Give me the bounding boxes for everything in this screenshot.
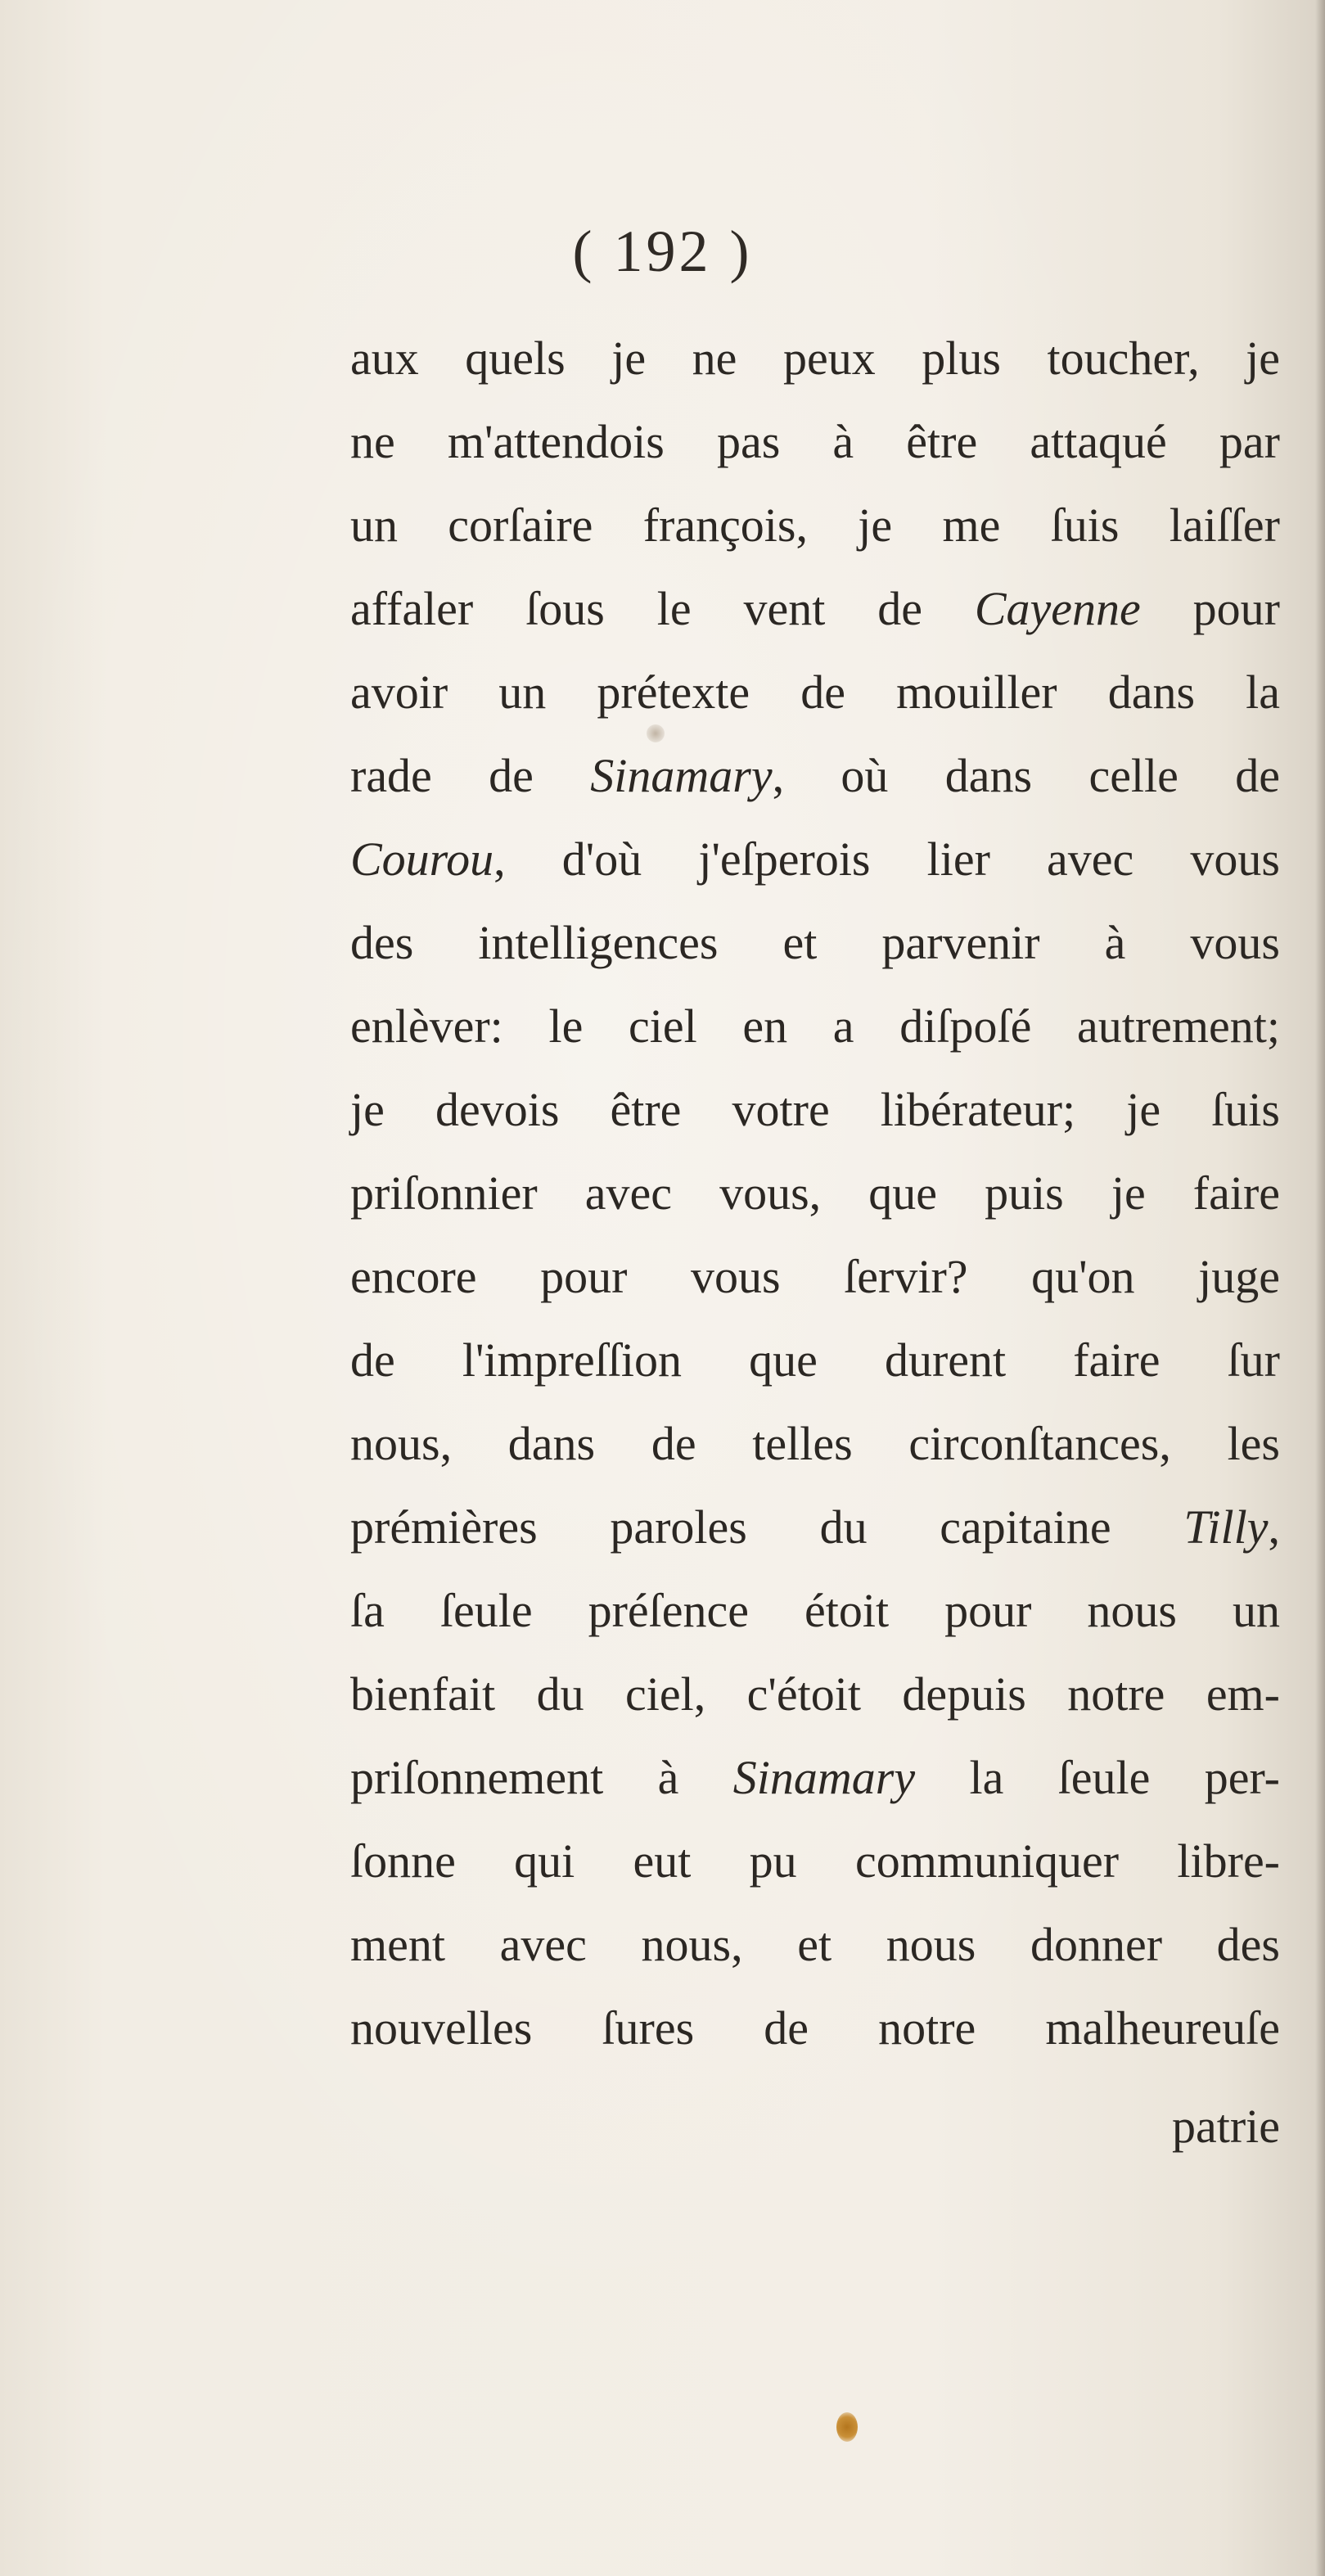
text-line: encore pour vous ſervir? qu'on juge [350, 1250, 1280, 1303]
proper-name: Sinamary [732, 1751, 916, 1804]
proper-name: Tilly [1183, 1500, 1269, 1554]
foxing-spot [836, 2412, 858, 2442]
text-line: bienfait du ciel, c'étoit depuis notre em- [350, 1667, 1280, 1721]
text-line: prémières paroles du capitaine Tilly, [350, 1500, 1280, 1554]
ink-smudge [647, 724, 665, 742]
text-line: ſonne qui eut pu communiquer libre- [350, 1834, 1280, 1888]
text-line: rade de Sinamary, où dans celle de [350, 749, 1280, 802]
proper-name: Cayenne [974, 582, 1141, 635]
page-number: ( 192 ) [572, 219, 753, 284]
text-line: des intelligences et parvenir à vous [350, 916, 1280, 969]
catchword: patrie [1171, 2100, 1280, 2153]
text-line: un corſaire françois, je me ſuis laiſſer [350, 499, 1280, 552]
text-line: ne m'attendois pas à être attaqué par [350, 415, 1280, 468]
text-line: enlèver: le ciel en a diſpoſé autrement; [350, 999, 1280, 1053]
text-line: affaler ſous le vent de Cayenne pour [350, 582, 1280, 635]
text-line: aux quels je ne peux plus toucher, je [350, 332, 1280, 385]
text-line: avoir un prétexte de mouiller dans la [350, 665, 1280, 719]
text-line: de l'impreſſion que durent faire ſur [350, 1333, 1280, 1387]
text-line: nous, dans de telles circonſtances, les [350, 1417, 1280, 1470]
text-line: priſonnement à Sinamary la ſeule per- [350, 1751, 1280, 1804]
text-line: priſonnier avec vous, que puis je faire [350, 1166, 1280, 1220]
text-line: nouvelles ſures de notre malheureuſe [350, 2001, 1280, 2055]
page-edge-shadow [1315, 0, 1325, 2576]
proper-name: Courou [350, 832, 494, 886]
proper-name: Sinamary [590, 749, 773, 802]
text-line: ment avec nous, et nous donner des [350, 1918, 1280, 1971]
text-line: Courou, d'où j'eſperois lier avec vous [350, 832, 1280, 886]
text-line: je devois être votre libérateur; je ſuis [350, 1083, 1280, 1136]
text-line: ſa ſeule préſence étoit pour nous un [350, 1584, 1280, 1637]
